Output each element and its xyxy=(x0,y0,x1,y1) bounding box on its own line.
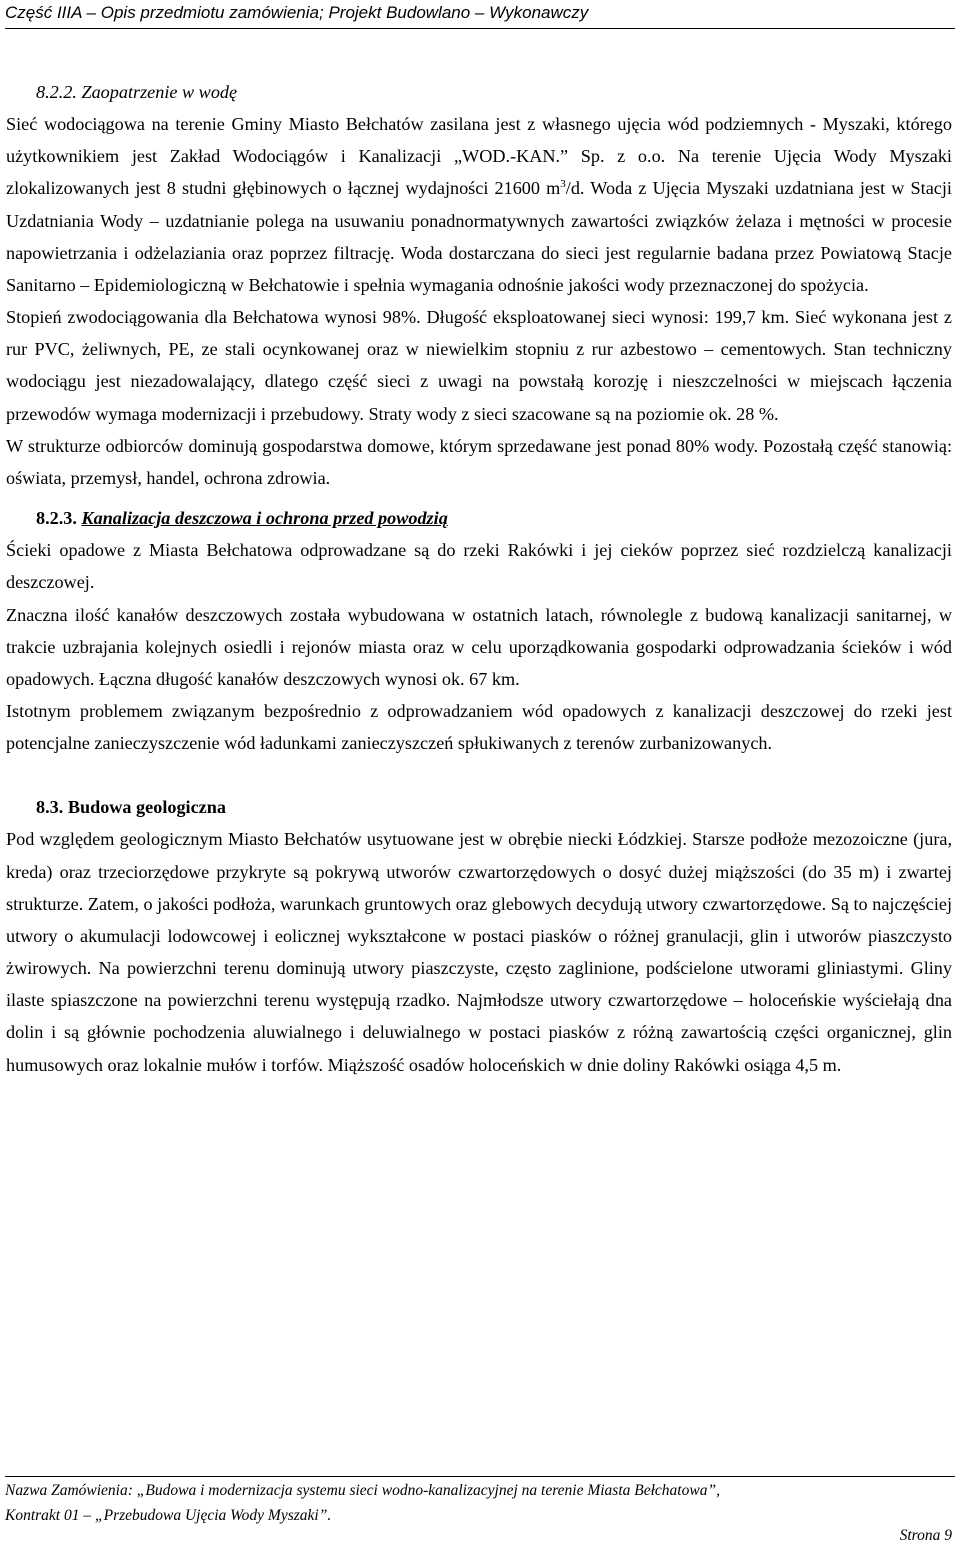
section-number: 8.2.3. xyxy=(36,508,77,529)
spacer xyxy=(6,759,952,791)
page-number: Strona 9 xyxy=(899,1527,952,1544)
page-header: Część IIIA – Opis przedmiotu zamówienia; Projekt Budowlano – Wykonawczy xyxy=(5,3,589,22)
spacer xyxy=(6,494,952,502)
footer-line: Kontrakt 01 – „Przebudowa Ujęcia Wody Myszaki”. xyxy=(5,1507,332,1524)
header-divider xyxy=(5,28,955,29)
footer-divider xyxy=(5,1476,955,1477)
section-title: Zaopatrzenie w wodę xyxy=(81,82,238,102)
page-footer xyxy=(5,1478,955,1528)
paragraph-text: Sieć wodociągowa na terenie Gminy Miasto Bełchatów zasilana jest z własnego ujęcia wód podziemnych - Myszaki, którego użytkownikiem jest Zakład Wodociągów i Kanalizacji „WOD.-KAN.” Sp. z o.o. Na terenie Ujęcia Wody Myszaki zlokalizowanych jest 8 studni głębinowych o łącznej wydajności 21600 m xyxy=(6,114,952,199)
section-title: Kanalizacja deszczowa i ochrona przed powodzią xyxy=(81,508,448,529)
section-heading-823 xyxy=(6,502,952,534)
section-heading-83 xyxy=(6,791,952,823)
paragraph: Znaczna ilość kanałów deszczowych została wybudowana w ostatnich latach, równolegle z budową kanalizacji sanitarnej, w trakcie uzbrajania kolejnych osiedli i rejonów miasta oraz w celu uporządkowania gospodarki odprowadzania ścieków i wód opadowych. Łączna długość kanałów deszczowych wynosi ok. 67 km. xyxy=(6,604,952,689)
section-number: 8.3. xyxy=(36,797,64,818)
document-body xyxy=(6,76,952,1081)
section-number: 8.2.2. xyxy=(36,82,77,102)
section-title: Budowa geologiczna xyxy=(67,797,226,818)
section-heading-822 xyxy=(6,76,952,108)
paragraph xyxy=(6,108,952,301)
superscript: 3 xyxy=(560,178,566,191)
footer-line: Nazwa Zamówienia: „Budowa i modernizacja systemu sieci wodno-kanalizacyjnej na terenie Miasta Bełchatowa”, xyxy=(5,1482,720,1499)
paragraph: Pod względem geologicznym Miasto Bełchatów usytuowane jest w obrębie niecki Łódzkiej. Starsze podłoże mezozoiczne (jura, kreda) oraz trzeciorzędowe przykryte są pokrywą utworów czwartorzędowych o dosyć dużej miąższości (do 35 m) i zwartej strukturze. Zatem, o jakości podłoża, warunkach gruntowych oraz glebowych decydują utwory czwartorzędowe. Są to najczęściej utwory o akumulacji lodowcowej i eolicznej wykształcone w postaci piasków o różnej granulacji, glin i utworów piaszczysto żwirowych. Na powierzchni terenu dominują utwory piaszczyste, często zaglinione, podścielone utworami gliniastymi. Gliny ilaste spiaszczone na powierzchni terenu występują rzadko. Najmłodsze utwory czwartorzędowe – holoceńskie wyściełają dna dolin i są głównie pochodzenia aluwialnego i deluwialnego w postaci piasków z różną zawartością części organicznej, glin humusowych oraz lokalnie mułów i torfów. Miąższość osadów holoceńskich w dnie doliny Rakówki osiąga 4,5 m. xyxy=(6,829,952,1075)
paragraph: Stopień zwodociągowania dla Bełchatowa wynosi 98%. Długość eksploatowanej sieci wynosi: 199,7 km. Sieć wykonana jest z rur PVC, żeliwnych, PE, ze stali ocynkowanej oraz w niewielkim stopniu z rur azbestowo – cementowych. Stan techniczny wodociągu jest niezadowalający, dlatego część sieci z uwagi na powstałą korozję i nieszczelności w miejscach łączenia przewodów wymaga modernizacji i przebudowy. Straty wody z sieci szacowane są na poziomie ok. 28 %. xyxy=(6,307,952,424)
paragraph: Ścieki opadowe z Miasta Bełchatowa odprowadzane są do rzeki Rakówki i jej cieków poprzez sieć rozdzielczą kanalizacji deszczowej. xyxy=(6,540,952,593)
paragraph-text: /d. Woda z Ujęcia Myszaki uzdatniana jest w Stacji Uzdatniania Wody – uzdatnianie polega na usuwaniu ponadnormatywnych zawartości związków żelaza i mętności w procesie napowietrzania i odżelaziania oraz poprzez filtrację. Woda dostarczana do sieci jest regularnie badana przez Powiatową Stacje Sanitarno – Epidemiologiczną w Bełchatowie i spełnia wymagania odnośnie jakości wody przeznaczonej do spożycia. xyxy=(6,178,952,295)
paragraph: Istotnym problemem związanym bezpośrednio z odprowadzaniem wód opadowych z kanalizacji deszczowej do rzeki jest potencjalne zanieczyszczenie wód ładunkami zanieczyszczeń spłukiwanych z terenów zurbanizowanych. xyxy=(6,700,952,754)
paragraph: W strukturze odbiorców dominują gospodarstwa domowe, którym sprzedawane jest ponad 80% wody. Pozostałą część stanowią: oświata, przemysł, handel, ochrona zdrowia. xyxy=(6,435,952,488)
